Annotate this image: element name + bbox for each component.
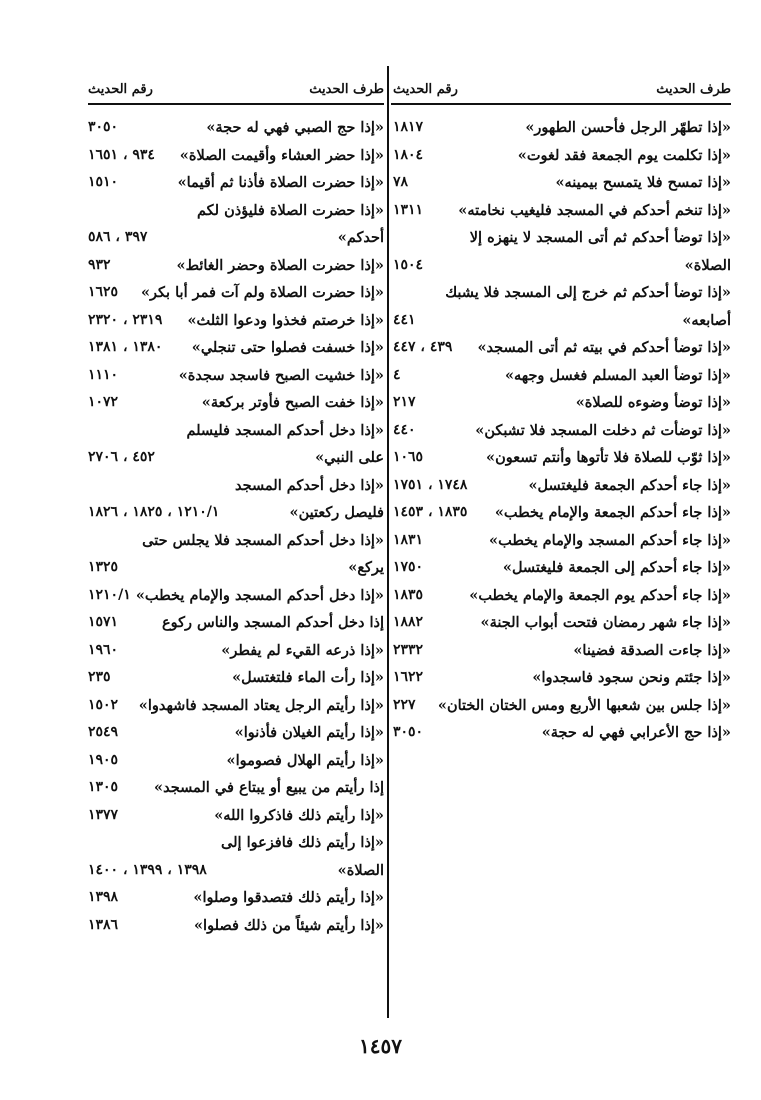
hadith-text: «إذا جاء أحدكم المسجد والإمام يخطب»	[489, 531, 731, 549]
hadith-number: ١٥٠٢	[88, 696, 119, 713]
hadith-number: ١٥٧١	[88, 614, 119, 630]
hadith-text: «إذا جاء أحدكم الجمعة والإمام يخطب»	[494, 504, 731, 521]
hadith-text: «إذا رأيتم شيئاً من ذلك فصلوا»	[193, 916, 384, 934]
hadith-text: «إذا حج الصبي فهي له حجة»	[206, 119, 384, 136]
hadith-number: ١٢١٠/١ ، ١٨٢٥ ، ١٨٢٦	[88, 504, 220, 520]
hadith-text: «إذا حضرت الصلاة ولم آت فمر أبا بكر»	[140, 284, 384, 301]
hadith-text: «إذا رأيتم الهلال فصوموا»	[226, 751, 384, 769]
hadith-text: «إذا رأيتم الرجل يعتاد المسجد فاشهدوا»	[138, 696, 384, 714]
hadith-text: «إذا خشيت الصبح فاسجد سجدة»	[178, 366, 384, 384]
hadith-number: ٣٠٥٠	[88, 119, 119, 135]
hadith-text: «إذا حضرت الصلاة وحضر الغائط»	[176, 256, 384, 274]
hadith-text: «إذا ثوّب للصلاة فلا تأتوها وأنتم تسعون»	[486, 449, 731, 466]
index-entry	[393, 609, 731, 637]
hadith-number: ١٠٧٢	[88, 394, 119, 410]
index-entry	[88, 609, 384, 637]
index-entry	[88, 334, 384, 362]
index-entry	[88, 527, 384, 582]
index-entry	[393, 582, 731, 610]
entry-list	[393, 114, 731, 747]
index-entry	[88, 114, 384, 142]
hadith-text: «إذا جلس بين شعبها الأربع ومس الختان الختان»	[437, 696, 731, 714]
entry-list	[88, 114, 384, 939]
index-entry	[88, 169, 384, 197]
hadith-number: ١٣٩٨ ، ١٣٩٩ ، ١٤٠٠	[88, 861, 207, 878]
hadith-number: ١٨٣٥	[393, 586, 424, 603]
left-column	[88, 72, 384, 939]
index-entry	[393, 472, 731, 500]
index-entry	[393, 719, 731, 747]
hadith-text: «إذا ذرعه القيء لم يفطر»	[221, 641, 384, 659]
index-entry	[88, 747, 384, 775]
hadith-number: ٣٩٧ ، ٥٨٦	[88, 229, 148, 245]
index-entry	[393, 444, 731, 472]
index-entry	[88, 142, 384, 170]
hadith-text: «إذا حضرت الصلاة فأذنا ثم أقيما»	[177, 174, 384, 191]
index-entry	[88, 884, 384, 912]
hadith-number: ٤٥٢ ، ٢٧٠٦	[88, 449, 155, 465]
hadith-text: «إذا جاء أحدكم إلى الجمعة فليغتسل»	[502, 559, 731, 576]
hadith-number: ١٣٠٥	[88, 779, 119, 795]
hadith-text: «إذا خسفت فصلوا حتى تنجلي»	[191, 339, 384, 356]
index-entry	[393, 197, 731, 225]
hadith-number: ١٨٨٢	[393, 614, 424, 630]
hadith-text: «إذا توضأت ثم دخلت المسجد فلا تشبكن»	[475, 421, 731, 439]
hadith-number: ٢١٧	[393, 394, 416, 410]
hadith-number: ١٧٤٨ ، ١٧٥١	[393, 476, 468, 493]
hadith-text: «إذا دخل أحدكم المسجد فليصل ركعتين»	[234, 476, 384, 521]
hadith-text: «إذا جئتم ونحن سجود فاسجدوا»	[532, 669, 731, 686]
hadith-number: ٢٣٥	[88, 669, 111, 685]
hadith-text: «إذا توضأ العبد المسلم فغسل وجهه»	[504, 366, 731, 384]
hadith-text: «إذا حج الأعرابي فهي له حجة»	[541, 724, 731, 741]
hadith-text: «إذا تطهّر الرجل فأحسن الطهور»	[525, 119, 731, 136]
index-entry	[88, 774, 384, 802]
index-entry	[88, 637, 384, 665]
hadith-text: «إذا رأيتم الغيلان فأذنوا»	[234, 724, 384, 741]
hadith-number: ٢٥٤٩	[88, 724, 119, 740]
hadith-text: «إذا تكلمت يوم الجمعة فقد لغوت»	[517, 146, 731, 164]
column-divider	[387, 66, 389, 1018]
hadith-number: ٤٣٩ ، ٤٤٧	[393, 339, 453, 355]
right-column	[393, 72, 731, 747]
hadith-text: «إذا توضأ أحدكم في بيته ثم أتى المسجد»	[477, 339, 731, 356]
hadith-number: ٤	[393, 366, 401, 383]
index-entry	[88, 719, 384, 747]
hadith-text: «إذا جاء أحدكم الجمعة فليغتسل»	[528, 476, 731, 494]
hadith-number: ٤٤١	[393, 311, 416, 328]
index-entry	[88, 362, 384, 390]
hadith-number: ١٦٢٢	[393, 669, 424, 685]
index-entry	[393, 664, 731, 692]
index-entry	[88, 582, 384, 610]
index-entry	[88, 802, 384, 830]
index-entry	[393, 554, 731, 582]
hadith-number: ١٣٩٨	[88, 889, 119, 905]
index-entry	[88, 417, 384, 472]
index-entry	[88, 307, 384, 335]
hadith-number: ٢٢٧	[393, 696, 416, 713]
hadith-number: ١٩٦٠	[88, 641, 119, 658]
index-entry	[393, 637, 731, 665]
hadith-number: ١٦٢٥	[88, 284, 119, 300]
index-entry	[393, 334, 731, 362]
hadith-number: ١٣١١	[393, 201, 424, 218]
index-entry	[393, 417, 731, 445]
hadith-number: ١٨١٧	[393, 119, 424, 135]
hadith-number: ٣٠٥٠	[393, 724, 424, 740]
hadith-text: «إذا جاءت الصدقة فضينا»	[573, 641, 731, 659]
index-entry	[393, 692, 731, 720]
index-entry	[393, 142, 731, 170]
hadith-text: «إذا رأيتم ذلك فتصدقوا وصلوا»	[193, 889, 384, 906]
hadith-text: «إذا دخل أحدكم المسجد فلا يجلس حتى يركع»	[142, 531, 384, 576]
hadith-text: «إذا توضأ أحدكم ثم خرج إلى المسجد فلا يشبك أصابعه»	[445, 284, 731, 329]
index-entry	[393, 169, 731, 197]
column-header	[393, 72, 731, 104]
header-hadith-number: رقم الحديث	[88, 82, 153, 97]
hadith-text: «إذا دخل أحدكم المسجد فليسلم على النبي»	[186, 421, 384, 466]
index-entry	[393, 527, 731, 555]
index-entry	[88, 664, 384, 692]
hadith-number: ٤٤٠	[393, 421, 416, 438]
index-entry	[393, 499, 731, 527]
hadith-text: «إذا حضرت الصلاة فليؤذن لكم أحدكم»	[196, 201, 384, 246]
hadith-text: إذا رأيتم من يبيع أو يبتاع في المسجد»	[154, 779, 384, 796]
hadith-number: ٢٣٣٢	[393, 641, 424, 658]
header-hadith-number: رقم الحديث	[393, 82, 458, 97]
hadith-number: ١٣٢٥	[88, 559, 119, 575]
index-entry	[393, 389, 731, 417]
hadith-text: «إذا توضأ أحدكم ثم أتى المسجد لا ينهزه إلا الصلاة»	[469, 229, 731, 274]
hadith-text: «إذا دخل أحدكم المسجد والإمام يخطب»	[135, 586, 384, 604]
hadith-text: «إذا توضأ وضوءه للصلاة»	[575, 394, 731, 411]
hadith-number: ١٨٠٤	[393, 146, 424, 163]
index-entry	[393, 224, 731, 279]
hadith-number: ١٢١٠/١	[88, 586, 131, 603]
index-entry	[88, 912, 384, 940]
hadith-number: ١٣٧٧	[88, 806, 119, 823]
hadith-number: ١١١٠	[88, 366, 119, 383]
hadith-number: ١٨٣٥ ، ١٤٥٣	[393, 504, 468, 520]
index-entry	[88, 252, 384, 280]
hadith-number: ٩٣٤ ، ١٦٥١	[88, 146, 155, 163]
hadith-text: «إذا خرصتم فخذوا ودعوا الثلث»	[187, 311, 384, 329]
hadith-text: «إذا جاء أحدكم يوم الجمعة والإمام يخطب»	[469, 586, 731, 604]
hadith-text: «إذا تمسح فلا يتمسح بيمينه»	[555, 174, 731, 191]
hadith-number: ١٣٨٠ ، ١٣٨١	[88, 339, 163, 355]
index-entry	[88, 197, 384, 252]
hadith-text: إذا دخل أحدكم المسجد والناس ركوع	[161, 614, 384, 631]
hadith-number: ١٨٣١	[393, 531, 424, 548]
hadith-number: ١٩٠٥	[88, 751, 119, 768]
hadith-number: ٢٣١٩ ، ٢٣٢٠	[88, 311, 163, 328]
hadith-text: «إذا حضر العشاء وأقيمت الصلاة»	[179, 146, 384, 164]
hadith-text: «إذا رأيتم ذلك فافزعوا إلى الصلاة»	[221, 834, 384, 879]
header-hadith-text: طرف الحديث	[309, 82, 384, 97]
index-entry	[393, 114, 731, 142]
index-entry	[88, 472, 384, 527]
hadith-number: ١٣٨٦	[88, 916, 119, 933]
hadith-text: «إذا جاء شهر رمضان فتحت أبواب الجنة»	[480, 614, 731, 631]
index-entry	[393, 279, 731, 334]
hadith-number: ٩٣٢	[88, 256, 111, 273]
hadith-number: ١٠٦٥	[393, 449, 424, 465]
index-entry	[88, 692, 384, 720]
hadith-text: «إذا خفت الصبح فأوتر بركعة»	[201, 394, 384, 411]
index-entry	[393, 362, 731, 390]
index-entry	[88, 279, 384, 307]
hadith-text: «إذا رأيتم ذلك فاذكروا الله»	[214, 806, 384, 824]
hadith-number: ٧٨	[393, 174, 409, 190]
index-entry	[88, 389, 384, 417]
page-number: ١٤٥٧	[359, 1034, 402, 1058]
header-hadith-text: طرف الحديث	[656, 82, 731, 97]
hadith-number: ١٥١٠	[88, 174, 119, 190]
hadith-text: «إذا تنخم أحدكم في المسجد فليغيب نخامته»	[458, 201, 731, 219]
hadith-number: ١٥٠٤	[393, 256, 424, 273]
hadith-number: ١٧٥٠	[393, 559, 424, 575]
hadith-text: «إذا رأت الماء فلتغتسل»	[232, 669, 384, 686]
index-entry	[88, 829, 384, 884]
column-header	[88, 72, 384, 104]
